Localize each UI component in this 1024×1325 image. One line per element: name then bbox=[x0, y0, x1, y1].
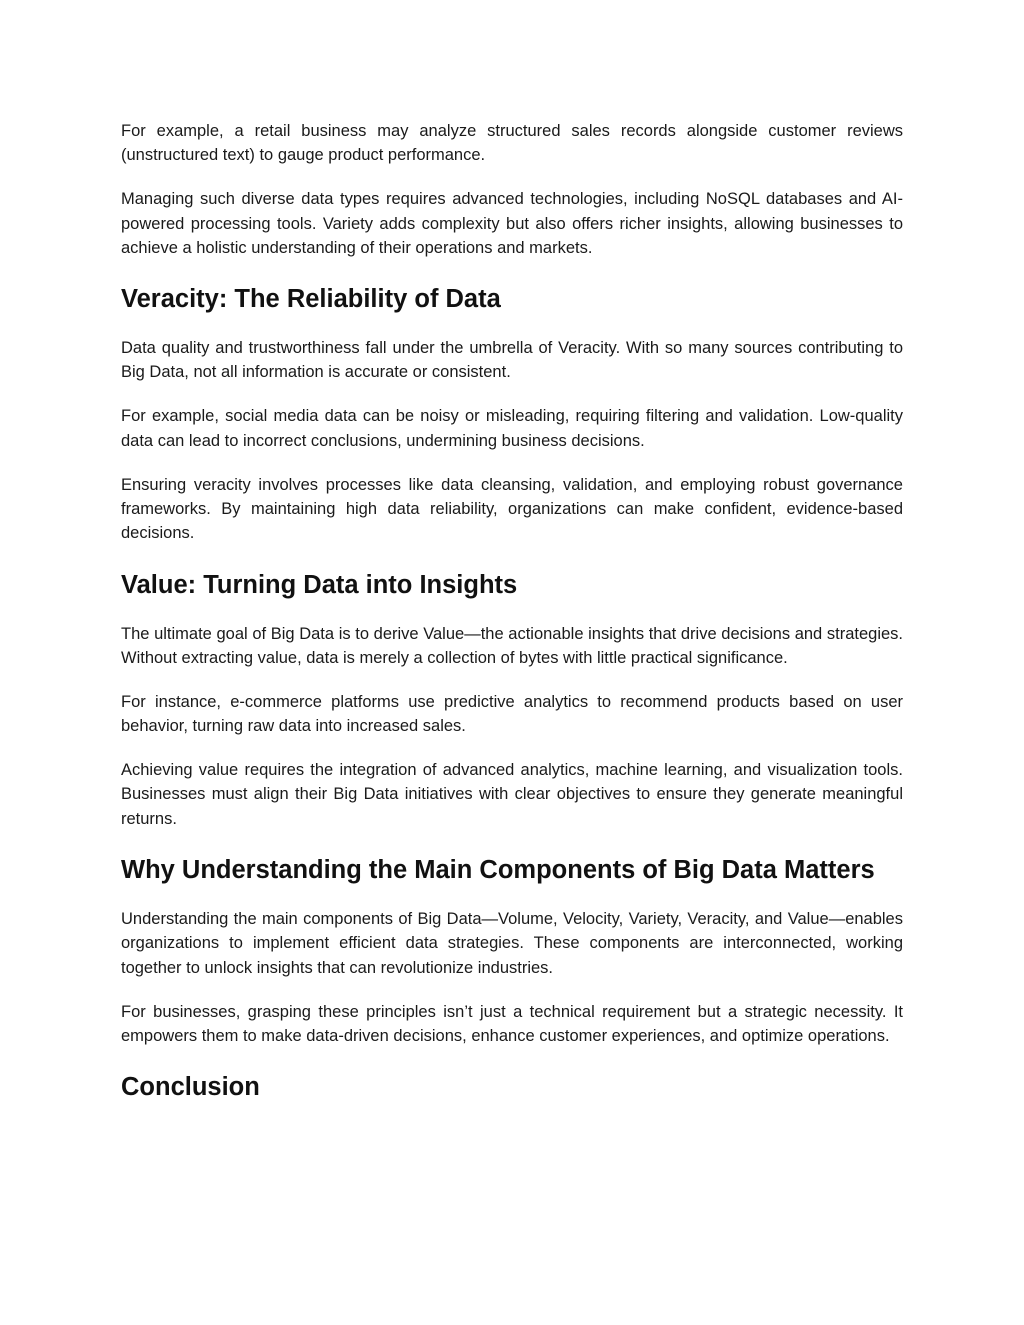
why-heading: Why Understanding the Main Components of Big Data Matters bbox=[121, 856, 875, 885]
intro-paragraph-2: Managing such diverse data types requires advanced technologies, including NoSQL databases and AI-powered processing tools. Variety adds complexity but also offers richer insights, allowing businesses to achieve a holistic understanding of their operations and markets. bbox=[121, 190, 903, 257]
veracity-paragraph-1: Data quality and trustworthiness fall under the umbrella of Veracity. With so many sources contributing to Big Data, not all information is accurate or consistent. bbox=[121, 339, 903, 382]
value-paragraph-2: For instance, e-commerce platforms use predictive analytics to recommend products based on user behavior, turning raw data into increased sales. bbox=[121, 692, 903, 736]
value-paragraph-1: The ultimate goal of Big Data is to derive Value—the actionable insights that drive decisions and strategies. Without extracting value, data is merely a collection of bytes with little practical significance. bbox=[121, 624, 903, 667]
veracity-paragraph-2: For example, social media data can be noisy or misleading, requiring filtering and validation. Low-quality data can lead to incorrect conclusions, undermining business decisions. bbox=[121, 407, 903, 450]
intro-paragraph-1: For example, a retail business may analyze structured sales records alongside customer reviews (unstructured text) to gauge product performance. bbox=[121, 122, 903, 165]
document-page bbox=[121, 119, 903, 1105]
value-heading: Value: Turning Data into Insights bbox=[121, 570, 518, 599]
why-paragraph-2: For businesses, grasping these principles isn’t just a technical requirement but a strategic necessity. It empowers them to make data-driven decisions, enhance customer experiences, and optimize operations. bbox=[121, 1002, 903, 1045]
veracity-paragraph-3: Ensuring veracity involves processes like data cleansing, validation, and employing robust governance frameworks. By maintaining high data reliability, organizations can make confident, evidence-based decisions. bbox=[121, 475, 903, 543]
conclusion-heading: Conclusion bbox=[121, 1073, 260, 1102]
why-paragraph-1: Understanding the main components of Big Data—Volume, Velocity, Variety, Veracity, and Value—enables organizations to implement efficient data strategies. These components are interconnected, working together to unlock insights that can revolutionize industries. bbox=[121, 910, 903, 977]
veracity-heading: Veracity: The Reliability of Data bbox=[121, 285, 501, 314]
value-paragraph-3: Achieving value requires the integration of advanced analytics, machine learning, and visualization tools. Businesses must align their Big Data initiatives with clear objectives to ensure they generate meaningful returns. bbox=[121, 761, 903, 828]
